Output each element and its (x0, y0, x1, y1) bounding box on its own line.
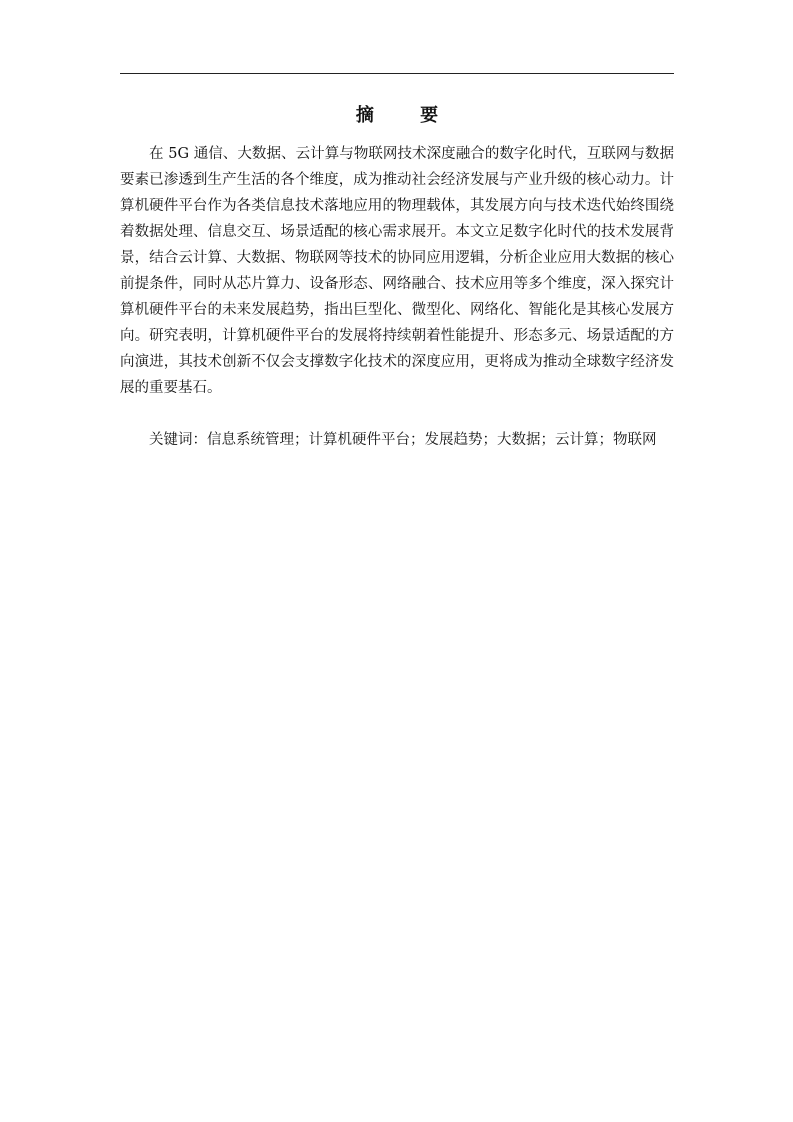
keywords-line: 关键词：信息系统管理；计算机硬件平台；发展趋势；大数据；云计算；物联网 (149, 432, 657, 448)
header-rule (120, 73, 674, 74)
abstract-section (120, 141, 674, 453)
abstract-title (120, 104, 674, 128)
abstract-body: 在 5G 通信、大数据、云计算与物联网技术深度融合的数字化时代，互联网与数据要素已渗透到生产生活的各个维度，成为推动社会经济发展与产业升级的核心动力。计算机硬件平台作为各类信息技术落地应用的物理载体，其发展方向与技术迭代始终围绕着数据处理、信息交互、场景适配的核心需求展开。本文立足数字化时代的技术发展背景，结合云计算、大数据、物联网等技术的协同应用逻辑，分析企业应用大数据的核心前提条件，同时从芯片算力、设备形态、网络融合、技术应用等多个维度，深入探究计算机硬件平台的未来发展趋势，指出巨型化、微型化、网络化、智能化是其核心发展方向。研究表明，计算机硬件平台的发展将持续朝着性能提升、形态多元、场景适配的方向演进，其技术创新不仅会支撑数字化技术的深度应用，更将成为推动全球数字经济发展的重要基石。 (120, 146, 674, 396)
abstract-title-text: 摘 要 (355, 105, 459, 126)
